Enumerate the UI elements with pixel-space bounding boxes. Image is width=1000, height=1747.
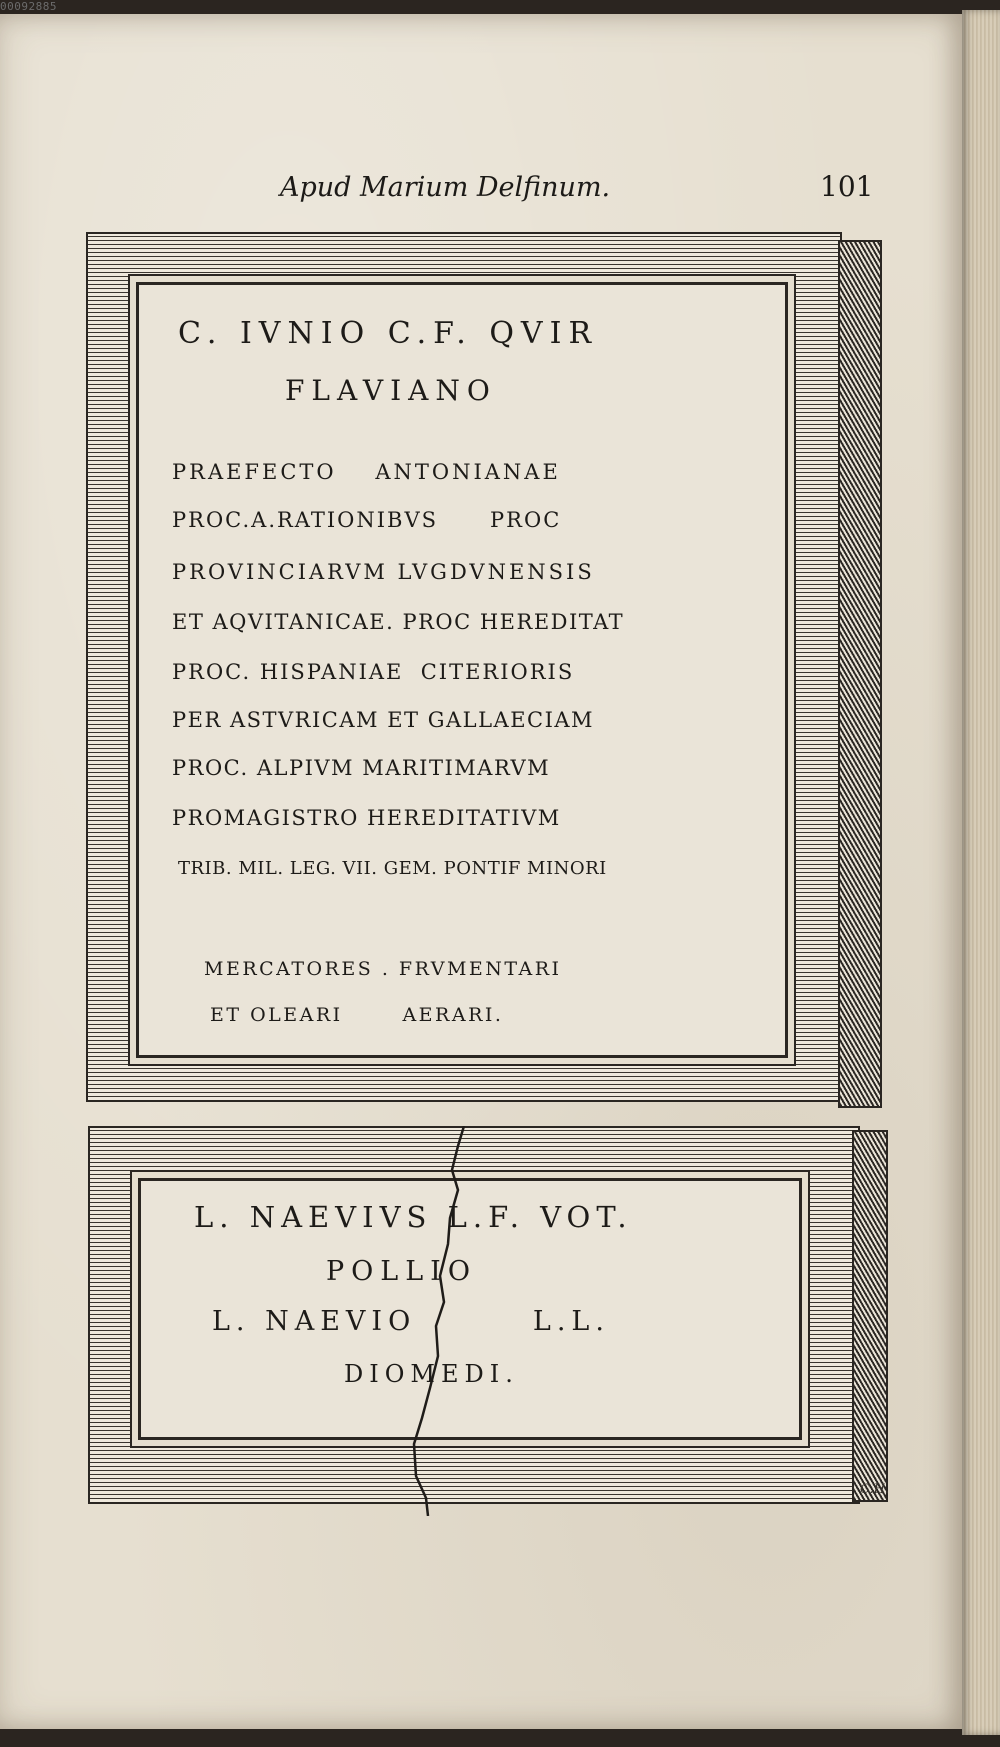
inscription-1-line-3: PRAEFECTO ANTONIANAE xyxy=(172,460,561,484)
inscription-1-line-5: PROVINCIARVM LVGDVNENSIS xyxy=(172,560,595,584)
scan-identifier: 00092885 xyxy=(0,0,57,13)
running-head: Apud Marium Delfinum. xyxy=(280,172,611,203)
inscription-1-line-1: C. IVNIO C.F. QVIR xyxy=(178,316,599,351)
inscription-2-line-1: L. NAEVIVS L.F. VOT. xyxy=(194,1200,633,1234)
inscription-2-line-3: L. NAEVIO L.L. xyxy=(212,1306,610,1337)
inscription-1-line-2: FLAVIANO xyxy=(285,374,497,407)
book-page-edges xyxy=(962,10,1000,1735)
inscription-1-line-12: MERCATORES . FRVMENTARI xyxy=(204,958,562,980)
inscription-1-line-11: TRIB. MIL. LEG. VII. GEM. PONTIF MINORI xyxy=(178,858,607,879)
engraver-mark: C.H. xyxy=(860,1482,890,1497)
inscription-1-line-9: PROC. ALPIVM MARITIMARVM xyxy=(172,756,551,780)
inscription-1-line-10: PROMAGISTRO HEREDITATIVM xyxy=(172,806,561,830)
inscription-1-line-6: ET AQVITANICAE. PROC HEREDITAT xyxy=(172,610,625,634)
inscription-1-line-4: PROC.A.RATIONIBVS PROC xyxy=(172,508,562,532)
inscription-2-line-2: POLLIO xyxy=(326,1256,477,1287)
inscription-1-line-13: ET OLEARI AERARI. xyxy=(210,1004,504,1026)
inscription-2-line-4: DIOMEDI. xyxy=(344,1360,519,1388)
inscription-1-line-8: PER ASTVRICAM ET GALLAECIAM xyxy=(172,708,595,732)
upper-stone-slab-side xyxy=(838,240,882,1108)
inscription-1-line-7: PROC. HISPANIAE CITERIORIS xyxy=(172,660,575,684)
lower-stone-slab-side xyxy=(852,1130,888,1502)
page-number: 101 xyxy=(820,170,874,203)
